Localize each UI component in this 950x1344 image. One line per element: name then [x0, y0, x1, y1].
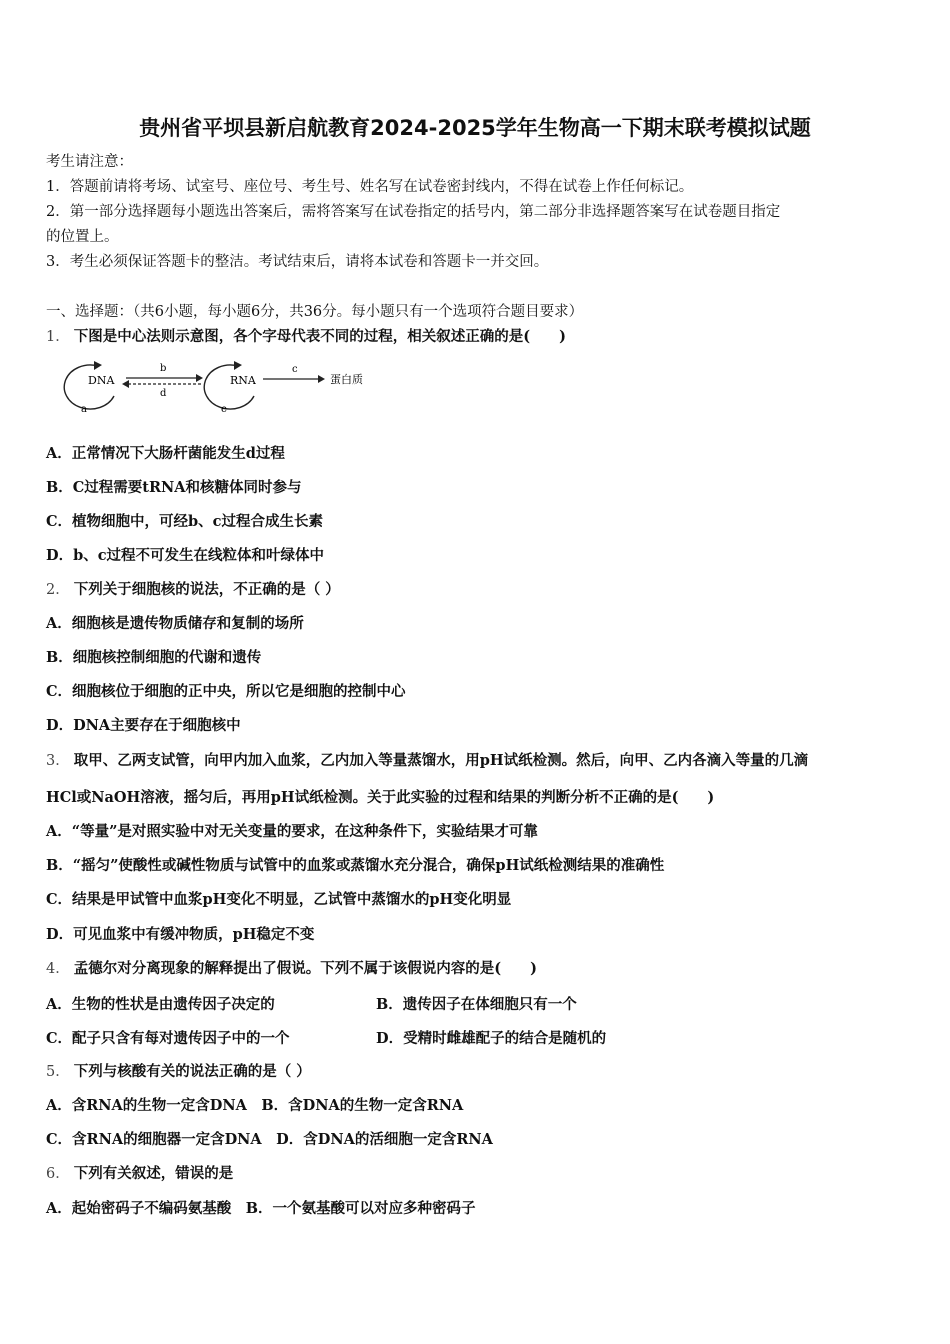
q3-option-c: C．结果是甲试管中血浆pH变化不明显，乙试管中蒸馏水的pH变化明显: [46, 891, 512, 908]
rna-replication-loop: [204, 365, 254, 409]
q6-options-row-1: A．起始密码子不编码氨基酸 B．一个氨基酸可以对应多种密码子: [46, 1200, 476, 1217]
q1-option-d: D．b、c过程不可发生在线粒体和叶绿体中: [46, 547, 325, 564]
q2-option-c: C．细胞核位于细胞的正中央，所以它是细胞的控制中心: [46, 683, 406, 700]
label-e: e: [221, 404, 227, 415]
q4-option-c: C．配子只含有每对遗传因子中的一个: [46, 1030, 290, 1047]
question-text: 下列有关叙述，错误的是: [73, 1165, 234, 1182]
q3-option-a: A．“等量”是对照实验中对无关变量的要求，在这种条件下，实验结果才可靠: [46, 823, 538, 840]
question-5-stem: [46, 1062, 311, 1082]
q4-option-a: A．生物的性状是由遗传因子决定的: [46, 996, 275, 1013]
q2-option-b: B．细胞核控制细胞的代谢和遗传: [46, 649, 262, 666]
arrowhead: [318, 375, 325, 383]
q1-option-b: B．C过程需要tRNA和核糖体同时参与: [46, 479, 302, 496]
arrowhead: [196, 374, 203, 382]
label-c: c: [292, 364, 298, 375]
question-text: 下列关于细胞核的说法，不正确的是（ ）: [73, 581, 340, 598]
question-1-stem: [46, 327, 566, 347]
q1-option-a: A．正常情况下大肠杆菌能发生d过程: [46, 445, 285, 462]
question-2-stem: [46, 580, 340, 600]
q3-option-b: B．“摇匀”使酸性或碱性物质与试管中的血浆或蒸馏水充分混合，确保pH试纸检测结果的准确性: [46, 857, 665, 874]
question-number: 2．: [46, 582, 70, 598]
question-4-stem: [46, 959, 537, 979]
notice-item-2: 2．第一部分选择题每小题选出答案后，需将答案写在试卷指定的括号内，第二部分非选择题答案写在试卷题目指定: [46, 204, 781, 220]
q5-options-row-2: C．含RNA的细胞器一定含DNA D．含DNA的活细胞一定含RNA: [46, 1131, 493, 1148]
q3-option-d: D．可见血浆中有缓冲物质，pH稳定不变: [46, 926, 315, 943]
label-a: a: [81, 404, 87, 415]
question-number: 3．: [46, 753, 70, 769]
q1-option-c: C．植物细胞中，可经b、c过程合成生长素: [46, 513, 324, 530]
question-text: 下列与核酸有关的说法正确的是（ ）: [73, 1063, 311, 1080]
question-3-stem-cont: HCl或NaOH溶液，摇匀后，再用pH试纸检测。关于此实验的过程和结果的判断分析不正确的是( ): [46, 789, 715, 806]
q4-option-b: B．遗传因子在体细胞只有一个: [376, 996, 577, 1013]
section-heading: 一、选择题：（共6小题，每小题6分，共36分。每小题只有一个选项符合题目要求）: [46, 304, 584, 320]
question-number: 5．: [46, 1064, 70, 1080]
label-d: d: [160, 388, 167, 399]
central-dogma-diagram: [56, 352, 396, 417]
notice-heading: 考生请注意：: [46, 154, 133, 170]
question-number: 4．: [46, 961, 70, 977]
arrowhead: [122, 380, 129, 388]
question-number: 6．: [46, 1166, 70, 1182]
question-text: 下图是中心法则示意图，各个字母代表不同的过程，相关叙述正确的是( ): [73, 328, 566, 345]
q2-option-d: D．DNA主要存在于细胞核中: [46, 717, 241, 734]
notice-item-3: 3．考生必须保证答题卡的整洁。考试结束后，请将本试卷和答题卡一并交回。: [46, 254, 549, 270]
dna-label: DNA: [88, 374, 115, 387]
rna-label: RNA: [230, 374, 256, 387]
question-6-stem: [46, 1164, 233, 1184]
notice-item-2-cont: 的位置上。: [46, 229, 119, 245]
protein-label: 蛋白质: [330, 373, 363, 386]
page-title: 贵州省平坝县新启航教育2024-2025学年生物高一下期末联考模拟试题: [139, 116, 811, 140]
arrowhead: [234, 361, 242, 370]
question-3-stem: [46, 751, 808, 771]
label-b: b: [160, 363, 167, 374]
notice-item-1: 1．答题前请将考场、试室号、座位号、考生号、姓名写在试卷密封线内，不得在试卷上作任何标记。: [46, 179, 694, 195]
dna-replication-loop: [64, 365, 114, 409]
q5-options-row-1: A．含RNA的生物一定含DNA B．含DNA的生物一定含RNA: [46, 1097, 464, 1114]
q2-option-a: A．细胞核是遗传物质储存和复制的场所: [46, 615, 304, 632]
question-text: 孟德尔对分离现象的解释提出了假说。下列不属于该假说内容的是( ): [73, 960, 537, 977]
arrowhead: [94, 361, 102, 370]
question-text: 取甲、乙两支试管，向甲内加入血浆，乙内加入等量蒸馏水，用pH试纸检测。然后，向甲、乙内各滴入等量的几滴: [73, 752, 809, 769]
question-number: 1．: [46, 329, 70, 345]
q4-option-d: D．受精时雌雄配子的结合是随机的: [376, 1030, 607, 1047]
